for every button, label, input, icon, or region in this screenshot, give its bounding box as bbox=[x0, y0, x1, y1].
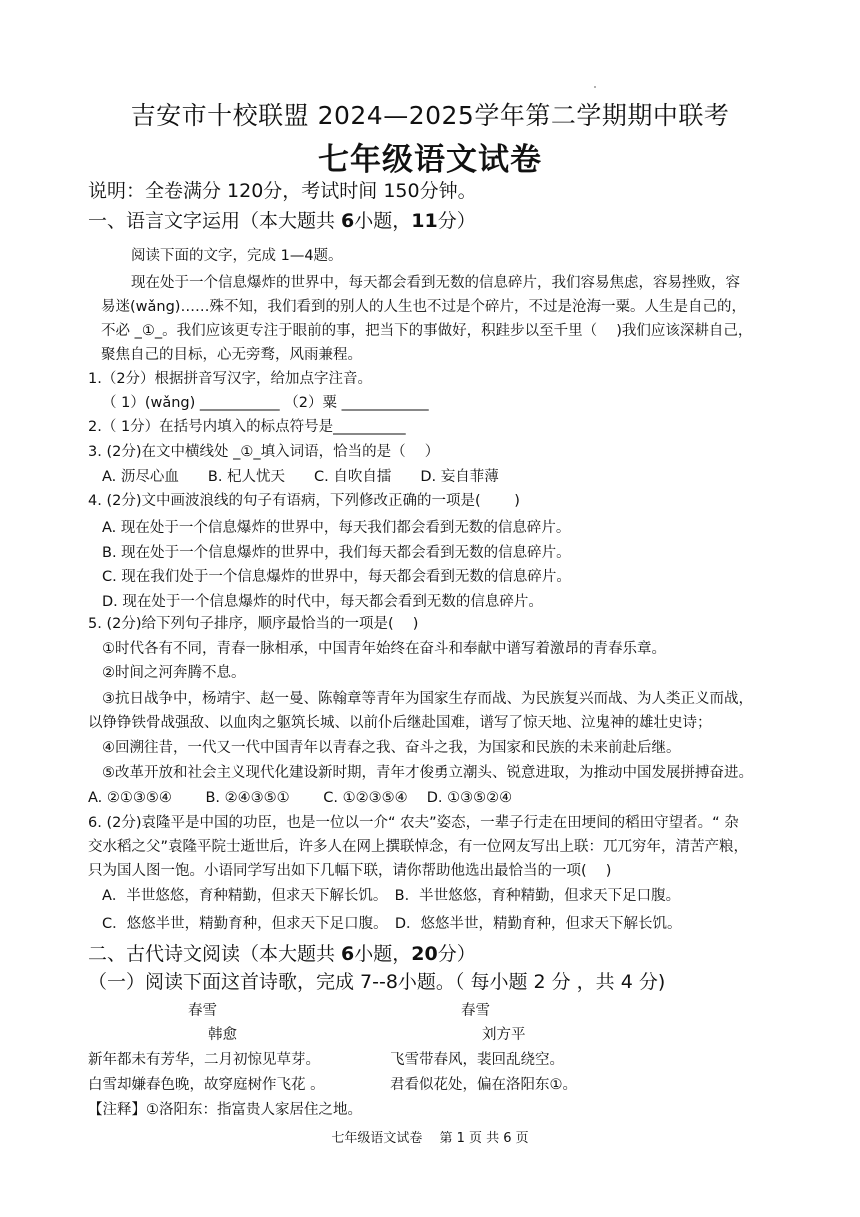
poem-1-line: 新年都未有芳华，二月初惊见草芽。 bbox=[88, 1052, 320, 1068]
question-5-options: A. ②①③⑤④ B. ②④③⑤① C. ①②③⑤④ D. ①③⑤②④ bbox=[88, 790, 513, 806]
question-5-sentence: ②时间之河奔腾不息。 bbox=[102, 665, 246, 681]
question-4-option: A. 现在处于一个信息爆炸的世界中，每天我们都会看到无数的信息碎片。 bbox=[102, 520, 571, 536]
exam-paper-title: 七年级语文试卷 bbox=[318, 142, 542, 178]
poem-2-line: 飞雪带春风，裴回乱绕空。 bbox=[390, 1052, 564, 1068]
question-5: 5. (2分)给下列句子排序，顺序最恰当的一项是( ) bbox=[88, 616, 419, 632]
passage-line: 不必 _①_。我们应该更专注于眼前的事，把当下的事做好，积跬步以至千里（ )我们应该深耕自己， bbox=[101, 323, 753, 339]
annotation-note: 【注释】①洛阳东：指富贵人家居住之地。 bbox=[88, 1102, 362, 1118]
passage-line: 现在处于一个信息爆炸的世界中，每天都会看到无数的信息碎片，我们容易焦虑，容易挫败，容 bbox=[131, 275, 740, 291]
reading-intro: 阅读下面的文字，完成 1—4题。 bbox=[131, 248, 343, 264]
page-footer: 七年级语文试卷 第 1 页 共 6 页 bbox=[331, 1131, 529, 1146]
section-2-heading: 二、古代诗文阅读（本大题共 6小题，20分） bbox=[88, 943, 476, 965]
question-5-sentence: ①时代各有不同，青春一脉相承，中国青年始终在奋斗和奉献中谱写着激昂的青春乐章。 bbox=[102, 641, 666, 657]
section-1-heading: 一、语言文字运用（本大题共 6小题，11分） bbox=[88, 210, 476, 232]
poem-2-line: 君看似花处，偏在洛阳东①。 bbox=[390, 1077, 577, 1093]
question-6-line: 交水稻之父”袁隆平院士逝世后，许多人在网上撰联悼念，有一位网友写出上联：兀兀穷年，清苦产粮， bbox=[88, 839, 749, 855]
passage-line: 聚焦自己的目标，心无旁骛，风雨兼程。 bbox=[101, 347, 362, 363]
question-6-option: C．悠悠半世，精勤育种，但求天下足口腹。 D．悠悠半世，精勤育种，但求天下解长饥。 bbox=[102, 916, 682, 932]
subsection-1-heading: （一）阅读下面这首诗歌，完成 7--8小题。（ 每小题 2 分 ，共 4 分) bbox=[88, 971, 666, 993]
passage-line: 易迷(wǎng)……殊不知，我们看到的别人的人生也不过是个碎片，不过是沧海一粟。人生是自己的， bbox=[101, 299, 746, 315]
question-4-option: D. 现在处于一个信息爆炸的时代中，每天都会看到无数的信息碎片。 bbox=[102, 594, 543, 610]
question-5-sentence: ⑤改革开放和社会主义现代化建设新时期，青年才俊勇立潮头、锐意进取，为推动中国发展拼搏奋进。 bbox=[102, 765, 753, 781]
poem-1-author: 韩愈 bbox=[208, 1027, 237, 1043]
poem-2-title: 春雪 bbox=[461, 1003, 490, 1019]
question-5-sentence: 以铮铮铁骨战强敌、以血肉之躯筑长城、以前仆后继赴国难，谱写了惊天地、泣鬼神的雄壮史诗； bbox=[88, 715, 712, 731]
poem-1-title: 春雪 bbox=[188, 1003, 217, 1019]
poem-2-author: 刘方平 bbox=[482, 1027, 526, 1043]
question-4-option: C. 现在我们处于一个信息爆炸的世界中，每天都会看到无数的信息碎片。 bbox=[102, 569, 571, 585]
question-1-parts: （ 1）(wǎng) ___________ （2）粟 ____________ bbox=[102, 395, 429, 411]
question-6-line: 只为国人图一饱。小语同学写出如下几幅下联，请你帮助他选出最恰当的一项( ) bbox=[88, 863, 612, 879]
question-2: 2.（ 1分）在括号内填入的标点符号是__________ bbox=[88, 419, 406, 435]
question-5-sentence: ③抗日战争中，杨靖宇、赵一曼、陈翰章等青年为国家生存而战、为民族复兴而战、为人类正义而战， bbox=[102, 691, 753, 707]
question-4: 4. (2分)文中画波浪线的句子有语病，下列修改正确的一项是( ) bbox=[88, 493, 520, 509]
question-3-options: A. 沥尽心血 B. 杞人忧天 C. 自吹自擂 D. 妄自菲薄 bbox=[102, 469, 499, 485]
question-1: 1.（2分）根据拼音写汉字，给加点字注音。 bbox=[88, 371, 373, 387]
question-6-option: A．半世悠悠，育种精勤，但求天下解长饥。 B．半世悠悠，育种精勤，但求天下足口腹。 bbox=[102, 888, 681, 904]
instructions: 说明：全卷满分 120分，考试时间 150分钟。 bbox=[88, 180, 477, 202]
question-3: 3. (2分)在文中横线处 _①_填入词语，恰当的是（ ） bbox=[88, 444, 440, 460]
poem-1-line: 白雪却嫌春色晚，故穿庭树作飞花 。 bbox=[88, 1077, 325, 1093]
exam-series-title: 吉安市十校联盟 2024—2025学年第二学期期中联考 bbox=[130, 101, 730, 130]
question-5-sentence: ④回溯往昔，一代又一代中国青年以青春之我、奋斗之我，为国家和民族的未来前赴后继。 bbox=[102, 740, 681, 756]
question-6-line: 6. (2分)袁隆平是中国的功臣，也是一位以一介“ 农夫”姿态，一辈子行走在田埂间的稻田守望者。“ 杂 bbox=[88, 815, 739, 831]
speck bbox=[594, 86, 596, 88]
question-4-option: B. 现在处于一个信息爆炸的世界中，我们每天都会看到无数的信息碎片。 bbox=[102, 545, 571, 561]
